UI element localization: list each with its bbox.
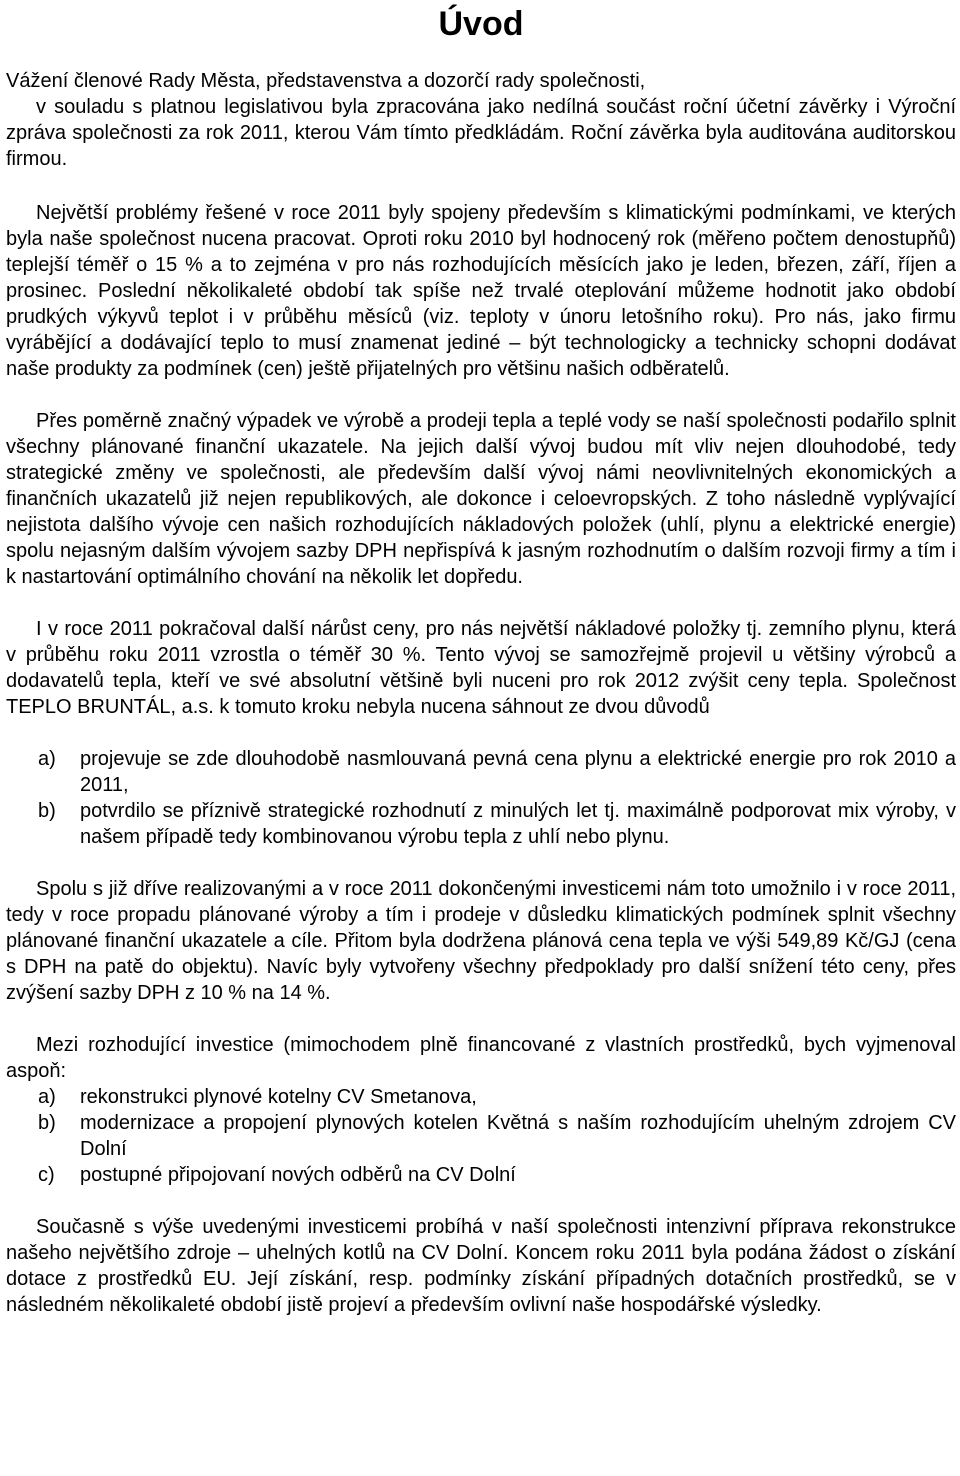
paragraph-investments-intro: Mezi rozhodující investice (mimochodem plně financované z vlastních prostředků, bych vyjmenoval aspoň: <box>6 1034 956 1082</box>
list-item-text: modernizace a propojení plynových kotelen Květná s naším rozhodujícím uhelným zdrojem CV Dolní <box>80 1112 956 1160</box>
paragraph-financial: Přes poměrně značný výpadek ve výrobě a prodeji tepla a teplé vody se naší společnosti podařilo splnit všechny plánované finanční ukazatele. Na jejich další vývoj budou mít vliv nejen dlouhodobé, tedy strategické změny ve společnosti, ale především další vývoj námi neovlivnitelných ekonomických a finančních ukazatelů již nejen republikových, ale dokonce i celoevropských. Z toho následně vyplývající nejistota dalšího vývoje cen našich rozhodujících nákladových položek (uhlí, plynu a elektrické energie) spolu nejasným dalším vývojem sazby DPH nepřispívá k jasným rozhodnutím o dalším rozvoji firmy a tím i k nastartování optimálního chování na několik let dopředu. <box>6 410 956 588</box>
list-item <box>6 1162 956 1188</box>
list-marker: a) <box>38 748 56 770</box>
paragraph-climate: Největší problémy řešené v roce 2011 byly spojeny především s klimatickými podmínkami, ve kterých byla naše společnost nucena pracovat. Oproti roku 2010 byl hodnocený rok (měřeno počtem denostupňů) teplejší téměř o 15 % a to zejména v pro nás rozhodujících měsících jako je leden, březen, září, říjen a prosinec. Poslední několikaleté období tak spíše než trvalé oteplování můžeme hodnotit jako období prudkých výkyvů teplot i v průběhu měsíců (viz. teploty v únoru letošního roku). Pro nás, jako firmu vyrábějící a dodávající teplo to musí znamenat jediné – být technologicky a technicky schopni dodávat naše produkty za podmínek (cen) ještě přijatelných pro většinu našich odběratelů. <box>6 202 956 380</box>
list-item <box>6 1110 956 1162</box>
list-item-text: rekonstrukci plynové kotelny CV Smetanova, <box>80 1086 477 1108</box>
investments-list <box>6 1084 956 1188</box>
list-item-text: postupné připojovaní nových odběrů na CV Dolní <box>80 1164 516 1186</box>
list-marker: c) <box>38 1164 55 1186</box>
reasons-list <box>6 746 956 850</box>
paragraph-investments-result: Spolu s již dříve realizovanými a v roce 2011 dokončenými investicemi nám toto umožnilo i v roce 2011, tedy v roce propadu plánované výroby a tím i prodeje v důsledku klimatických podmínek splnit všechny plánované finanční ukazatele a cíle. Přitom byla dodržena plánová cena tepla ve výši 549,89 Kč/GJ (cena s DPH na patě do objektu). Navíc byly vytvořeny všechny předpoklady pro další snížení této ceny, přes zvýšení sazby DPH z 10 % na 14 %. <box>6 878 956 1004</box>
list-item-text: projevuje se zde dlouhodobě nasmlouvaná pevná cena plynu a elektrické energie pro rok 2010 a 2011, <box>80 748 956 796</box>
list-item <box>6 798 956 850</box>
list-marker: b) <box>38 1112 56 1134</box>
page-title: Úvod <box>438 5 524 43</box>
paragraph-gas-price: I v roce 2011 pokračoval další nárůst ceny, pro nás největší nákladové položky tj. zemního plynu, která v průběhu roku 2011 vzrostla o téměř 30 %. Tento vývoj se samozřejmě projevil u většiny výrobců a dodavatelů tepla, kteří ve své absolutní většině byli nuceni pro rok 2012 zvýšit ceny tepla. Společnost TEPLO BRUNTÁL, a.s. k tomuto kroku nebyla nucena sáhnout ze dvou důvodů <box>6 618 956 718</box>
list-marker: b) <box>38 800 56 822</box>
list-item-text: potvrdilo se příznivě strategické rozhodnutí z minulých let tj. maximálně podporovat mix výroby, v našem případě tedy kombinovanou výrobu tepla z uhlí nebo plynu. <box>80 800 956 848</box>
salutation: Vážení členové Rady Města, představenstva a dozorčí rady společnosti, <box>6 70 646 92</box>
paragraph-intro: v souladu s platnou legislativou byla zpracována jako nedílná součást roční účetní závěrky i Výroční zpráva společnosti za rok 2011, kterou Vám tímto předkládám. Roční závěrka byla auditována auditorskou firmou. <box>6 96 956 170</box>
list-marker: a) <box>38 1086 56 1108</box>
list-item <box>6 1084 956 1110</box>
list-item <box>6 746 956 798</box>
paragraph-reconstruction: Současně s výše uvedenými investicemi probíhá v naší společnosti intenzivní příprava rekonstrukce našeho největšího zdroje – uhelných kotlů na CV Dolní. Koncem roku 2011 byla podána žádost o získání dotace z prostředků EU. Její získání, resp. podmínky získání případných dotačních prostředků, se v následném několikaleté období jistě projeví a především ovlivní naše hospodářské výsledky. <box>6 1216 956 1316</box>
